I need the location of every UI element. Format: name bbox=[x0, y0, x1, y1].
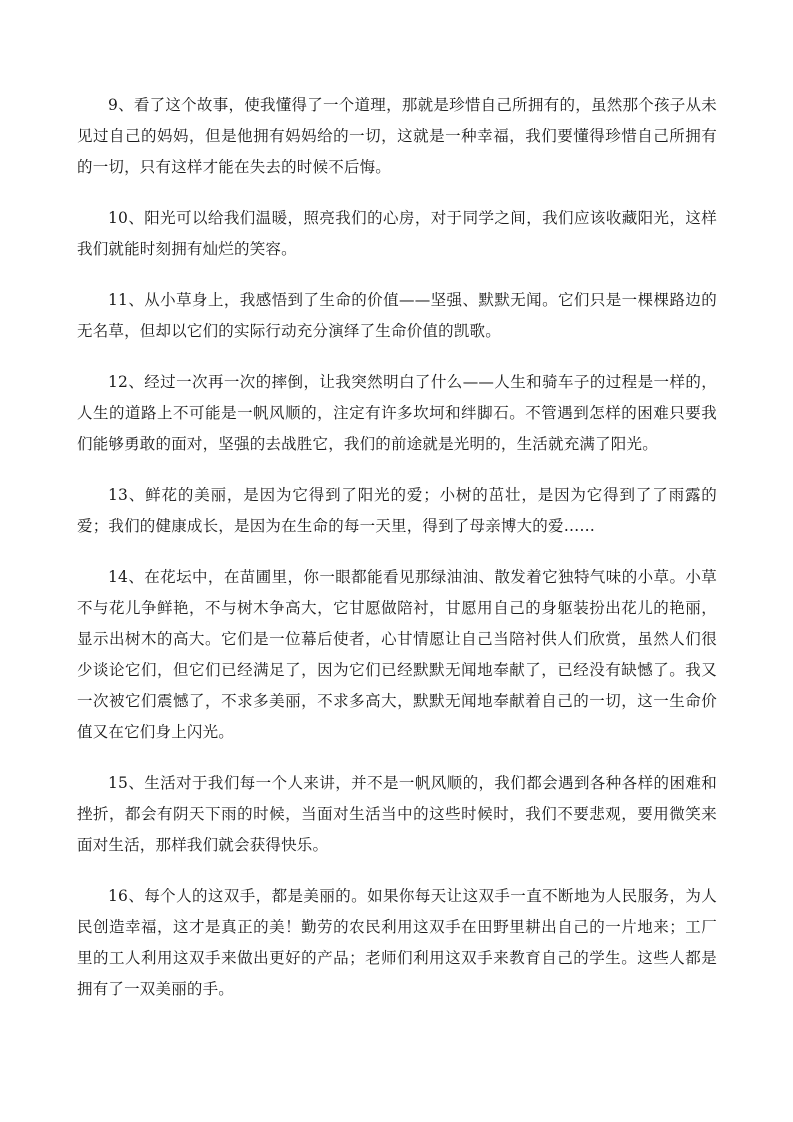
paragraph-15: 15、生活对于我们每一个人来讲，并不是一帆风顺的，我们都会遇到各种各样的困难和挫折，都会有阴天下雨的时候，当面对生活当中的这些时候时，我们不要悲观，要用微笑来面对生活，那样我们就会获得快乐。 bbox=[77, 774, 717, 854]
paragraph-12: 12、经过一次再一次的摔倒，让我突然明白了什么——人生和骑车子的过程是一样的，人生的道路上不可能是一帆风顺的，注定有许多坎坷和绊脚石。不管遇到怎样的困难只要我们能够勇敢的面对，坚强的去战胜它，我们的前途就是光明的，生活就充满了阳光。 bbox=[77, 373, 717, 453]
paragraph-10: 10、阳光可以给我们温暖，照亮我们的心房，对于同学之间，我们应该收藏阳光，这样我们就能时刻拥有灿烂的笑容。 bbox=[77, 209, 717, 258]
paragraph-9: 9、看了这个故事，使我懂得了一个道理，那就是珍惜自己所拥有的，虽然那个孩子从未见过自己的妈妈，但是他拥有妈妈给的一切，这就是一种幸福，我们要懂得珍惜自己所拥有的一切，只有这样才能在失去的时候不后悔。 bbox=[77, 96, 717, 176]
paragraph-14: 14、在花坛中，在苗圃里，你一眼都能看见那绿油油、散发着它独特气味的小草。小草不与花儿争鲜艳，不与树木争高大，它甘愿做陪衬，甘愿用自己的身躯装扮出花儿的艳丽，显示出树木的高大。它们是一位幕后使者，心甘情愿让自己当陪衬供人们欣赏，虽然人们很少谈论它们，但它们已经满足了，因为它们已经默默无闻地奉献了，已经没有缺憾了。我又一次被它们震憾了，不求多美丽，不求多高大，默默无闻地奉献着自己的一切，这一生命价值又在它们身上闪光。 bbox=[77, 568, 717, 741]
paragraph-11: 11、从小草身上，我感悟到了生命的价值——坚强、默默无闻。它们只是一棵棵路边的无名草，但却以它们的实际行动充分演绎了生命价值的凯歌。 bbox=[77, 291, 717, 340]
document-body bbox=[77, 90, 717, 1025]
paragraph-13: 13、鲜花的美丽，是因为它得到了阳光的爱；小树的茁壮，是因为它得到了了雨露的爱；我们的健康成长，是因为在生命的每一天里，得到了母亲博大的爱…… bbox=[77, 486, 717, 535]
paragraph-16: 16、每个人的这双手，都是美丽的。如果你每天让这双手一直不断地为人民服务，为人民创造幸福，这才是真正的美！勤劳的农民利用这双手在田野里耕出自己的一片地来；工厂里的工人利用这双手来做出更好的产品；老师们利用这双手来教育自己的学生。这些人都是拥有了一双美丽的手。 bbox=[77, 887, 717, 998]
